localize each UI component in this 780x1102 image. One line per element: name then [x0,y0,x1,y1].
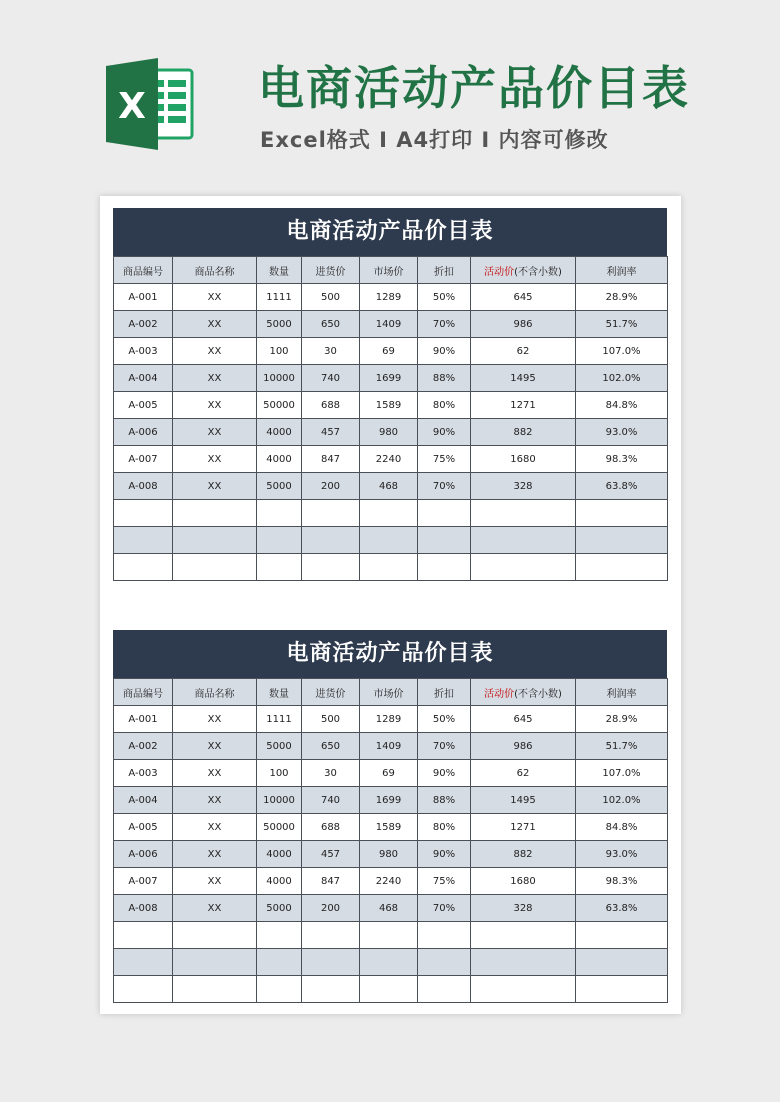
col-header-discount: 折扣 [418,679,471,706]
cell-quantity: 4000 [257,868,302,895]
cell-margin: 93.0% [576,841,668,868]
table-row [114,949,668,976]
cell-cost: 650 [302,311,360,338]
cell-id: A-003 [114,760,173,787]
cell-discount: 90% [418,338,471,365]
table-header-row [114,679,668,706]
cell-name: XX [173,419,257,446]
cell-discount [418,922,471,949]
cell-id: A-007 [114,868,173,895]
cell-name: XX [173,311,257,338]
cell-promo-price [471,922,576,949]
page-subtitle: Excel格式 I A4打印 I 内容可修改 [260,128,609,152]
cell-id: A-003 [114,338,173,365]
cell-market-price [360,949,418,976]
cell-name: XX [173,814,257,841]
table-row [114,500,668,527]
cell-quantity: 100 [257,338,302,365]
cell-margin: 93.0% [576,419,668,446]
table-header-row [114,257,668,284]
cell-promo-price: 986 [471,311,576,338]
table-row [114,895,668,922]
cell-id [114,976,173,1003]
cell-market-price [360,527,418,554]
table-row [114,868,668,895]
cell-name [173,554,257,581]
cell-discount: 75% [418,868,471,895]
table-row [114,733,668,760]
cell-market-price: 468 [360,895,418,922]
cell-name: XX [173,284,257,311]
cell-name: XX [173,868,257,895]
cell-promo-price: 882 [471,841,576,868]
col-header-market-price: 市场价 [360,679,418,706]
cell-margin: 98.3% [576,868,668,895]
cell-promo-price: 1680 [471,868,576,895]
table-row [114,284,668,311]
cell-name: XX [173,473,257,500]
cell-cost: 847 [302,446,360,473]
cell-cost: 740 [302,365,360,392]
cell-name: XX [173,787,257,814]
cell-id: A-004 [114,787,173,814]
cell-market-price: 2240 [360,446,418,473]
cell-market-price: 1589 [360,814,418,841]
col-header-cost: 进货价 [302,679,360,706]
cell-discount: 50% [418,284,471,311]
col-header-id: 商品编号 [114,257,173,284]
page-title: 电商活动产品价目表 [258,61,690,115]
paper-sheet [100,196,681,1014]
cell-cost [302,500,360,527]
cell-quantity: 50000 [257,392,302,419]
cell-discount: 90% [418,841,471,868]
cell-margin [576,922,668,949]
cell-cost [302,922,360,949]
cell-promo-price: 645 [471,706,576,733]
cell-cost: 30 [302,338,360,365]
table-row [114,706,668,733]
price-table-1 [113,208,667,581]
cell-quantity: 4000 [257,419,302,446]
cell-quantity: 5000 [257,473,302,500]
cell-margin: 102.0% [576,787,668,814]
col-header-cost: 进货价 [302,257,360,284]
cell-discount [418,949,471,976]
cell-cost: 457 [302,841,360,868]
cell-promo-price: 328 [471,473,576,500]
cell-margin: 28.9% [576,706,668,733]
cell-cost [302,976,360,1003]
cell-cost [302,949,360,976]
table-row [114,527,668,554]
cell-id [114,922,173,949]
cell-promo-price [471,554,576,581]
table-row [114,787,668,814]
col-header-quantity: 数量 [257,257,302,284]
cell-quantity: 5000 [257,311,302,338]
cell-quantity [257,922,302,949]
table-title: 电商活动产品价目表 [113,208,667,256]
cell-market-price: 1699 [360,787,418,814]
cell-margin: 107.0% [576,338,668,365]
cell-id: A-004 [114,365,173,392]
col-header-promo-price [471,257,576,284]
cell-margin: 84.8% [576,392,668,419]
cell-quantity: 5000 [257,733,302,760]
cell-quantity: 4000 [257,841,302,868]
promo-note: (不含小数) [514,688,562,700]
cell-promo-price: 62 [471,338,576,365]
cell-name [173,976,257,1003]
cell-market-price: 69 [360,338,418,365]
cell-margin: 102.0% [576,365,668,392]
cell-discount: 70% [418,733,471,760]
cell-name: XX [173,760,257,787]
cell-market-price: 69 [360,760,418,787]
cell-discount [418,976,471,1003]
cell-id: A-002 [114,311,173,338]
cell-market-price [360,976,418,1003]
col-header-name: 商品名称 [173,679,257,706]
cell-cost: 457 [302,419,360,446]
cell-margin: 51.7% [576,733,668,760]
cell-id: A-005 [114,814,173,841]
cell-market-price: 980 [360,419,418,446]
cell-cost: 500 [302,284,360,311]
cell-market-price [360,554,418,581]
cell-cost: 740 [302,787,360,814]
table-row [114,922,668,949]
cell-margin [576,500,668,527]
cell-market-price: 1589 [360,392,418,419]
cell-id [114,554,173,581]
cell-promo-price: 328 [471,895,576,922]
cell-quantity: 50000 [257,814,302,841]
cell-margin: 107.0% [576,760,668,787]
cell-discount [418,500,471,527]
promo-label: 活动价 [484,266,515,278]
col-header-promo-price [471,679,576,706]
cell-id: A-008 [114,895,173,922]
cell-discount [418,527,471,554]
col-header-discount: 折扣 [418,257,471,284]
cell-margin: 63.8% [576,473,668,500]
cell-promo-price [471,527,576,554]
col-header-name: 商品名称 [173,257,257,284]
table-row [114,365,668,392]
cell-margin [576,976,668,1003]
cell-discount: 90% [418,760,471,787]
cell-discount: 50% [418,706,471,733]
cell-cost: 688 [302,392,360,419]
cell-name [173,949,257,976]
table-row [114,338,668,365]
col-header-margin: 利润率 [576,679,668,706]
cell-quantity: 100 [257,760,302,787]
cell-margin [576,527,668,554]
cell-id: A-002 [114,733,173,760]
cell-name: XX [173,895,257,922]
cell-name: XX [173,446,257,473]
table-row [114,976,668,1003]
cell-quantity [257,500,302,527]
table-row [114,392,668,419]
cell-promo-price [471,500,576,527]
cell-discount [418,554,471,581]
cell-name: XX [173,706,257,733]
cell-margin: 98.3% [576,446,668,473]
table-row [114,446,668,473]
cell-discount: 75% [418,446,471,473]
cell-discount: 88% [418,365,471,392]
cell-cost: 500 [302,706,360,733]
cell-name [173,922,257,949]
cell-name: XX [173,841,257,868]
cell-id: A-007 [114,446,173,473]
cell-quantity [257,554,302,581]
cell-promo-price: 1680 [471,446,576,473]
cell-discount: 80% [418,392,471,419]
promo-label: 活动价 [484,688,515,700]
cell-quantity [257,976,302,1003]
col-header-market-price: 市场价 [360,257,418,284]
cell-market-price: 1289 [360,284,418,311]
cell-promo-price: 882 [471,419,576,446]
cell-cost: 30 [302,760,360,787]
cell-promo-price: 1271 [471,814,576,841]
excel-logo-icon [102,56,198,152]
cell-promo-price: 1495 [471,787,576,814]
cell-name: XX [173,338,257,365]
cell-market-price: 1409 [360,311,418,338]
cell-discount: 88% [418,787,471,814]
col-header-id: 商品编号 [114,679,173,706]
cell-margin: 84.8% [576,814,668,841]
cell-name [173,527,257,554]
col-header-quantity: 数量 [257,679,302,706]
cell-discount: 80% [418,814,471,841]
table-row [114,311,668,338]
table-row [114,841,668,868]
cell-quantity: 10000 [257,365,302,392]
cell-promo-price: 645 [471,284,576,311]
cell-market-price: 980 [360,841,418,868]
cell-promo-price [471,949,576,976]
table-row [114,473,668,500]
cell-cost: 200 [302,895,360,922]
cell-id: A-001 [114,284,173,311]
cell-cost: 200 [302,473,360,500]
cell-market-price: 1409 [360,733,418,760]
logo-letter: X [118,86,146,127]
cell-id: A-008 [114,473,173,500]
cell-quantity: 5000 [257,895,302,922]
cell-id: A-006 [114,419,173,446]
cell-promo-price [471,976,576,1003]
cell-id [114,500,173,527]
cell-promo-price: 62 [471,760,576,787]
cell-quantity: 1111 [257,706,302,733]
cell-quantity: 1111 [257,284,302,311]
table-row [114,554,668,581]
cell-cost: 847 [302,868,360,895]
price-table [113,678,668,1003]
cell-market-price [360,500,418,527]
cell-promo-price: 986 [471,733,576,760]
cell-name: XX [173,733,257,760]
cell-quantity: 4000 [257,446,302,473]
cell-market-price: 1699 [360,365,418,392]
col-header-margin: 利润率 [576,257,668,284]
cell-quantity: 10000 [257,787,302,814]
cell-discount: 70% [418,473,471,500]
cell-margin: 28.9% [576,284,668,311]
table-title: 电商活动产品价目表 [113,630,667,678]
cell-margin: 63.8% [576,895,668,922]
cell-name [173,500,257,527]
cell-id [114,949,173,976]
cell-cost: 688 [302,814,360,841]
cell-id: A-005 [114,392,173,419]
table-row [114,760,668,787]
cell-name: XX [173,365,257,392]
cell-quantity [257,949,302,976]
cell-market-price: 1289 [360,706,418,733]
cell-market-price: 2240 [360,868,418,895]
cell-market-price: 468 [360,473,418,500]
cell-discount: 70% [418,895,471,922]
cell-margin [576,949,668,976]
promo-note: (不含小数) [514,266,562,278]
cell-cost [302,554,360,581]
table-row [114,419,668,446]
price-table [113,256,668,581]
cell-promo-price: 1271 [471,392,576,419]
page-header [0,0,780,190]
cell-quantity [257,527,302,554]
cell-id [114,527,173,554]
cell-id: A-006 [114,841,173,868]
cell-discount: 70% [418,311,471,338]
cell-margin [576,554,668,581]
cell-margin: 51.7% [576,311,668,338]
table-row [114,814,668,841]
cell-id: A-001 [114,706,173,733]
cell-promo-price: 1495 [471,365,576,392]
price-table-2 [113,630,667,1003]
cell-cost [302,527,360,554]
cell-name: XX [173,392,257,419]
cell-cost: 650 [302,733,360,760]
cell-market-price [360,922,418,949]
cell-discount: 90% [418,419,471,446]
